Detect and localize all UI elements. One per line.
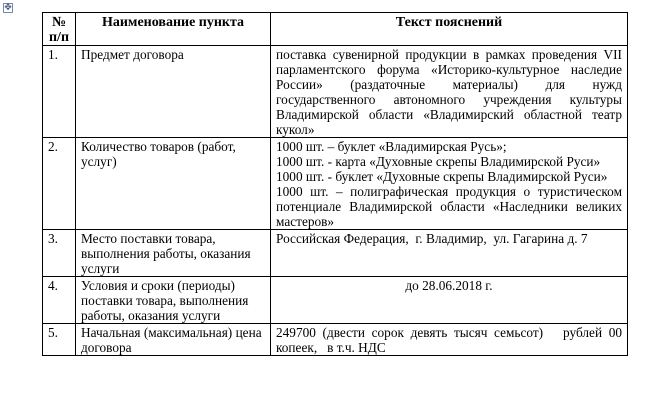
header-name: Наименование пункта: [76, 13, 271, 46]
row-number: 3.: [43, 230, 76, 277]
header-num-line2: п/п: [48, 30, 70, 45]
row-name: Предмет договора: [76, 46, 271, 138]
header-text: Текст пояснений: [271, 13, 628, 46]
row-text: до 28.06.2018 г.: [271, 277, 628, 324]
header-num: [43, 13, 76, 46]
table-move-handle-icon[interactable]: ✥: [4, 3, 12, 13]
row-text: Российская Федерация, г. Владимир, ул. Гагарина д. 7: [271, 230, 628, 277]
header-num-line1: №: [51, 15, 67, 30]
table-row: [43, 138, 628, 230]
table-row: [43, 277, 628, 324]
list-item: 1000 шт. – буклет «Владимирская Русь»;: [276, 139, 507, 154]
row-name: Начальная (максимальная) цена договора: [76, 324, 271, 356]
row-number: 2.: [43, 138, 76, 230]
table-row: [43, 230, 628, 277]
list-item: 1000 шт. – полиграфическая продукция о туристическом потенциале Владимирской области «Наследники великих мастеров»: [276, 184, 622, 229]
row-number: 4.: [43, 277, 76, 324]
row-name: Количество товаров (работ, услуг): [76, 138, 271, 230]
row-number: 1.: [43, 46, 76, 138]
table-header-row: [43, 13, 628, 46]
list-item: 1000 шт. - буклет «Духовные скрепы Владимирской Руси»: [276, 169, 608, 184]
requirements-table: [42, 12, 628, 356]
row-name: Место поставки товара, выполнения работы, оказания услуги: [76, 230, 271, 277]
table-row: [43, 324, 628, 356]
row-name: Условия и сроки (периоды) поставки товара, выполнения работы, оказания услуги: [76, 277, 271, 324]
table-row: [43, 46, 628, 138]
row-number: 5.: [43, 324, 76, 356]
row-text-list: [271, 138, 628, 230]
row-text: 249700 (двести сорок девять тысяч семьсот) рублей 00 копеек, в т.ч. НДС: [271, 324, 628, 356]
row-text: поставка сувенирной продукции в рамках проведения VII парламентского форума «Историко-культурное наследие России» (раздаточные материалы) для нужд государственного автономного учреждения культуры Владимирской области «Владимирский областной театр кукол»: [271, 46, 628, 138]
list-item: 1000 шт. - карта «Духовные скрепы Владимирской Руси»: [276, 154, 601, 169]
